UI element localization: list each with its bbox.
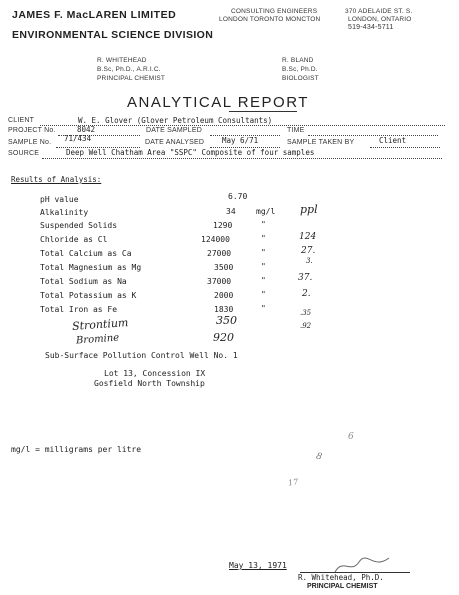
source-rule <box>42 158 442 159</box>
signature-title: PRINCIPAL CHEMIST <box>307 583 378 590</box>
handwritten-note: 37. <box>298 273 313 283</box>
handwritten-note: 2. <box>302 289 311 299</box>
result-value: 34 <box>226 207 236 216</box>
time-rule <box>308 135 438 136</box>
chemist-name: R. WHITEHEAD <box>97 57 147 64</box>
sample-taken-value: Client <box>379 136 407 145</box>
date-analysed-label: DATE ANALYSED <box>145 139 205 146</box>
result-unit: " <box>261 248 266 257</box>
result-unit: " <box>261 262 266 271</box>
result-name: Total Magnesium as Mg <box>40 263 142 272</box>
chemist-title: PRINCIPAL CHEMIST <box>97 75 166 82</box>
result-unit: " <box>261 304 266 313</box>
sample-taken-rule <box>370 147 440 148</box>
time-label: TIME <box>287 127 305 134</box>
chemist-degrees: B.Sc, Ph.D., A.R.I.C. <box>97 66 161 73</box>
client-label: CLIENT <box>8 117 35 124</box>
date-sampled-label: DATE SAMPLED <box>146 127 202 134</box>
result-value: 2000 <box>214 291 234 300</box>
client-rule <box>40 125 445 126</box>
biologist-name: R. BLAND <box>282 57 314 64</box>
sample-taken-label: SAMPLE TAKEN BY <box>287 139 355 146</box>
handwritten-bromine-value: 920 <box>213 331 234 344</box>
result-unit: " <box>261 220 266 229</box>
margin-note: 8 <box>314 451 323 463</box>
sample-label: SAMPLE No. <box>8 139 52 146</box>
title-underline <box>229 111 297 112</box>
result-value: 27000 <box>207 249 232 258</box>
result-unit: " <box>261 290 266 299</box>
result-name: Total Potassium as K <box>40 291 137 300</box>
project-value: 8042 <box>77 125 96 134</box>
result-value: 1830 <box>214 305 234 314</box>
result-unit: " <box>261 234 266 243</box>
well-info-line-3: Gosfield North Township <box>94 379 205 388</box>
handwritten-note: 124 <box>299 232 317 242</box>
result-name: Total Sodium as Na <box>40 277 127 286</box>
result-name: Alkalinity <box>40 208 89 217</box>
result-name: Total Calcium as Ca <box>40 249 132 258</box>
handwritten-note: .35 <box>300 309 312 317</box>
well-info-line-2: Lot 13, Concession IX <box>104 369 206 378</box>
result-name: pH value <box>40 195 79 204</box>
company-name: JAMES F. MacLAREN LIMITED <box>12 9 177 21</box>
result-value: 124000 <box>201 235 230 244</box>
result-value: 3500 <box>214 263 234 272</box>
handwritten-note: .92 <box>300 322 312 330</box>
result-unit: " <box>261 276 266 285</box>
handwritten-strontium-value: 350 <box>216 314 237 327</box>
project-label: PROJECT No. <box>8 127 56 134</box>
signature-date: May 13, 1971 <box>229 561 287 570</box>
biologist-degrees: B.Sc, Ph.D. <box>282 66 318 73</box>
address-line-2: LONDON, ONTARIO <box>348 16 412 23</box>
signature-name: R. Whitehead, Ph.D. <box>298 573 384 582</box>
result-name: Chloride as Cl <box>40 235 108 244</box>
client-value: W. E. Glover (Glover Petroleum Consultants) <box>78 116 273 125</box>
footnote: mg/l = milligrams per litre <box>11 445 142 454</box>
services-label: CONSULTING ENGINEERS <box>231 8 318 15</box>
margin-note: 6 <box>348 432 354 442</box>
biologist-title: BIOLOGIST <box>282 75 319 82</box>
office-cities: LONDON TORONTO MONCTON <box>219 16 321 23</box>
handwritten-note: ppl <box>300 203 318 216</box>
result-value: 37000 <box>207 277 232 286</box>
division-name: ENVIRONMENTAL SCIENCE DIVISION <box>12 29 214 41</box>
result-name: Total Iron as Fe <box>40 305 118 314</box>
result-name: Suspended Solids <box>40 221 118 230</box>
source-label: SOURCE <box>8 150 40 157</box>
results-heading: Results of Analysis: <box>11 175 102 184</box>
margin-note: 17 <box>287 477 299 488</box>
handwritten-note: 3. <box>306 257 313 265</box>
sample-value: 71/434 <box>64 134 92 143</box>
result-value: 6.70 <box>228 192 248 201</box>
result-value: 1290 <box>213 221 233 230</box>
source-value: Deep Well Chatham Area "SSPC" Composite of four samples <box>66 148 315 157</box>
result-unit: mg/l <box>256 207 276 216</box>
handwritten-strontium: Strontium <box>71 316 129 333</box>
date-analysed-value: May 6/71 <box>222 136 259 145</box>
handwritten-note: 27. <box>301 246 316 256</box>
report-title: ANALYTICAL REPORT <box>127 94 309 111</box>
phone-number: 519-434-5711 <box>348 24 394 31</box>
handwritten-bromine: Bromine <box>75 332 120 347</box>
well-info-line-1: Sub-Surface Pollution Control Well No. 1 <box>45 351 238 360</box>
address-line-1: 370 ADELAIDE ST. S. <box>345 8 413 15</box>
